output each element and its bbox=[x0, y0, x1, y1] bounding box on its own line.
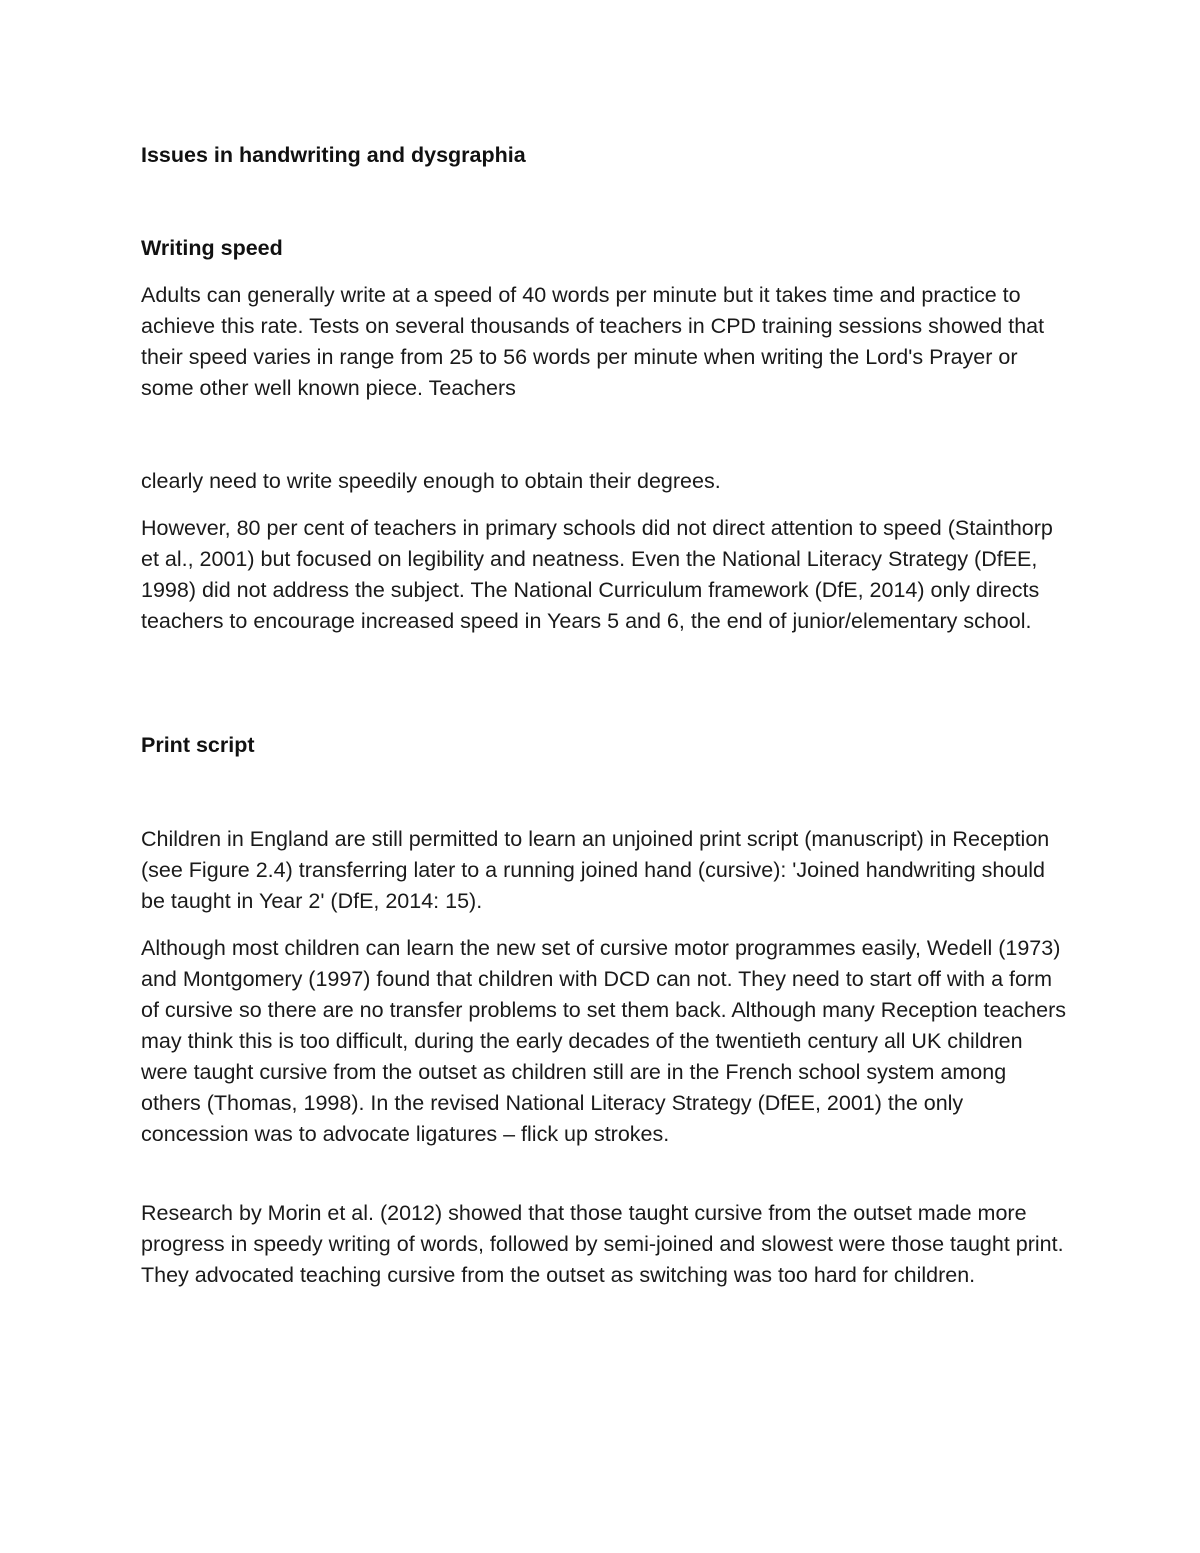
section-heading-print-script: Print script bbox=[141, 733, 255, 757]
paragraph-writing-speed-1: Adults can generally write at a speed of 40 words per minute but it takes time and practice to achieve this rate. Tests on several thousands of teachers in CPD training sessions showed that their speed varies in range from 25 to 56 words per minute when writing the Lord's Prayer or some other well known piece. Teachers bbox=[141, 283, 1045, 400]
paragraph-print-script-3: Research by Morin et al. (2012) showed that those taught cursive from the outset made more progress in speedy writing of words, followed by semi-joined and slowest were those taught print. They advocated teaching cursive from the outset as switching was too hard for children. bbox=[141, 1201, 1064, 1287]
paragraph-writing-speed-2: clearly need to write speedily enough to obtain their degrees. bbox=[141, 469, 721, 493]
paragraph-writing-speed-3: However, 80 per cent of teachers in primary schools did not direct attention to speed (Stainthorp et al., 2001) but focused on legibility and neatness. Even the National Literacy Strategy (DfEE, 1998) did not address the subject. The National Curriculum framework (DfE, 2014) only directs teachers to encourage increased speed in Years 5 and 6, the end of junior/elementary school. bbox=[141, 516, 1053, 633]
paragraph-print-script-1: Children in England are still permitted to learn an unjoined print script (manuscript) in Reception (see Figure 2.4) transferring later to a running joined hand (cursive): 'Joined handwriting should be taught in Year 2' (DfE, 2014: 15). bbox=[141, 827, 1050, 913]
section-heading-writing-speed: Writing speed bbox=[141, 236, 283, 260]
paragraph-print-script-2: Although most children can learn the new set of cursive motor programmes easily, Wedell (1973) and Montgomery (1997) found that children with DCD can not. They need to start off with a form of cursive so there are no transfer problems to set them back. Although many Reception teachers may think this is too difficult, during the early decades of the twentieth century all UK children were taught cursive from the outset as children still are in the French school system among others (Thomas, 1998). In the revised National Literacy Strategy (DfEE, 2001) the only concession was to advocate ligatures – flick up strokes. bbox=[141, 936, 1066, 1146]
document-title: Issues in handwriting and dysgraphia bbox=[141, 143, 526, 167]
